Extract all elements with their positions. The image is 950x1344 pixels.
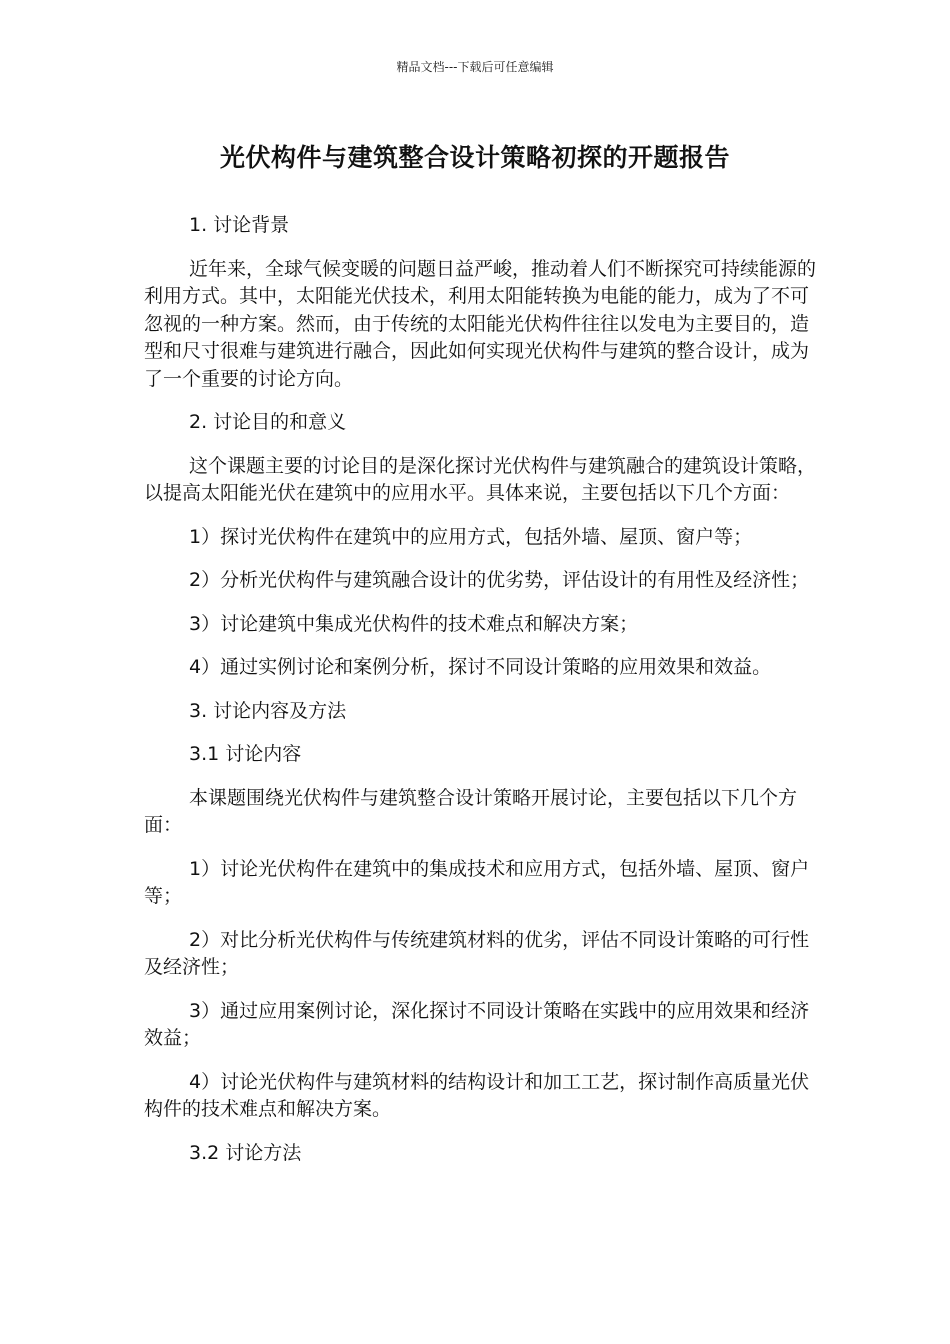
section-3-heading: 3. 讨论内容及方法 (189, 699, 347, 722)
list-item: 3）通过应用案例讨论，深化探讨不同设计策略在实践中的应用效果和经济效益； (144, 999, 810, 1049)
list-item: 4）讨论光伏构件与建筑材料的结构设计和加工工艺，探讨制作高质量光伏构件的技术难点和解决方案。 (144, 1070, 810, 1120)
header-note: 精品文档---下载后可任意编辑 (396, 60, 554, 74)
section-1-heading: 1. 讨论背景 (189, 214, 290, 236)
list-item: 4）通过实例讨论和案例分析，探讨不同设计策略的应用效果和效益。 (189, 656, 772, 678)
section-3-1-heading: 3.1 讨论内容 (189, 743, 302, 765)
list-item: 3）讨论建筑中集成光伏构件的技术难点和解决方案； (189, 612, 639, 635)
section-3-2-heading: 3.2 讨论方法 (189, 1141, 302, 1164)
list-item: 1）讨论光伏构件在建筑中的集成技术和应用方式，包括外墙、屋顶、窗户等； (144, 857, 810, 907)
section-1-paragraph: 近年来，全球气候变暖的问题日益严峻，推动着人们不断探究可持续能源的利用方式。其中，太阳能光伏技术，利用太阳能转换为电能的能力，成为了不可忽视的一种方案。然而，由于传统的太阳能光伏构件往往以发电为主要目的，造型和尺寸很难与建筑进行融合，因此如何实现光伏构件与建筑的整合设计，成为了一个重要的讨论方向。 (144, 257, 817, 390)
document-title: 光伏构件与建筑整合设计策略初探的开题报告 (219, 143, 730, 172)
section-3-1-paragraph: 本课题围绕光伏构件与建筑整合设计策略开展讨论，主要包括以下几个方面： (144, 786, 798, 836)
list-item: 2）对比分析光伏构件与传统建筑材料的优劣，评估不同设计策略的可行性及经济性； (144, 928, 810, 978)
document-body (144, 212, 816, 1167)
list-item: 1）探讨光伏构件在建筑中的应用方式，包括外墙、屋顶、窗户等； (189, 525, 753, 548)
section-2-heading: 2. 讨论目的和意义 (189, 411, 347, 433)
list-item: 2）分析光伏构件与建筑融合设计的优劣势，评估设计的有用性及经济性； (189, 569, 810, 591)
section-2-paragraph: 这个课题主要的讨论目的是深化探讨光伏构件与建筑融合的建筑设计策略，以提高太阳能光伏在建筑中的应用水平。具体来说，主要包括以下几个方面： (144, 454, 817, 504)
